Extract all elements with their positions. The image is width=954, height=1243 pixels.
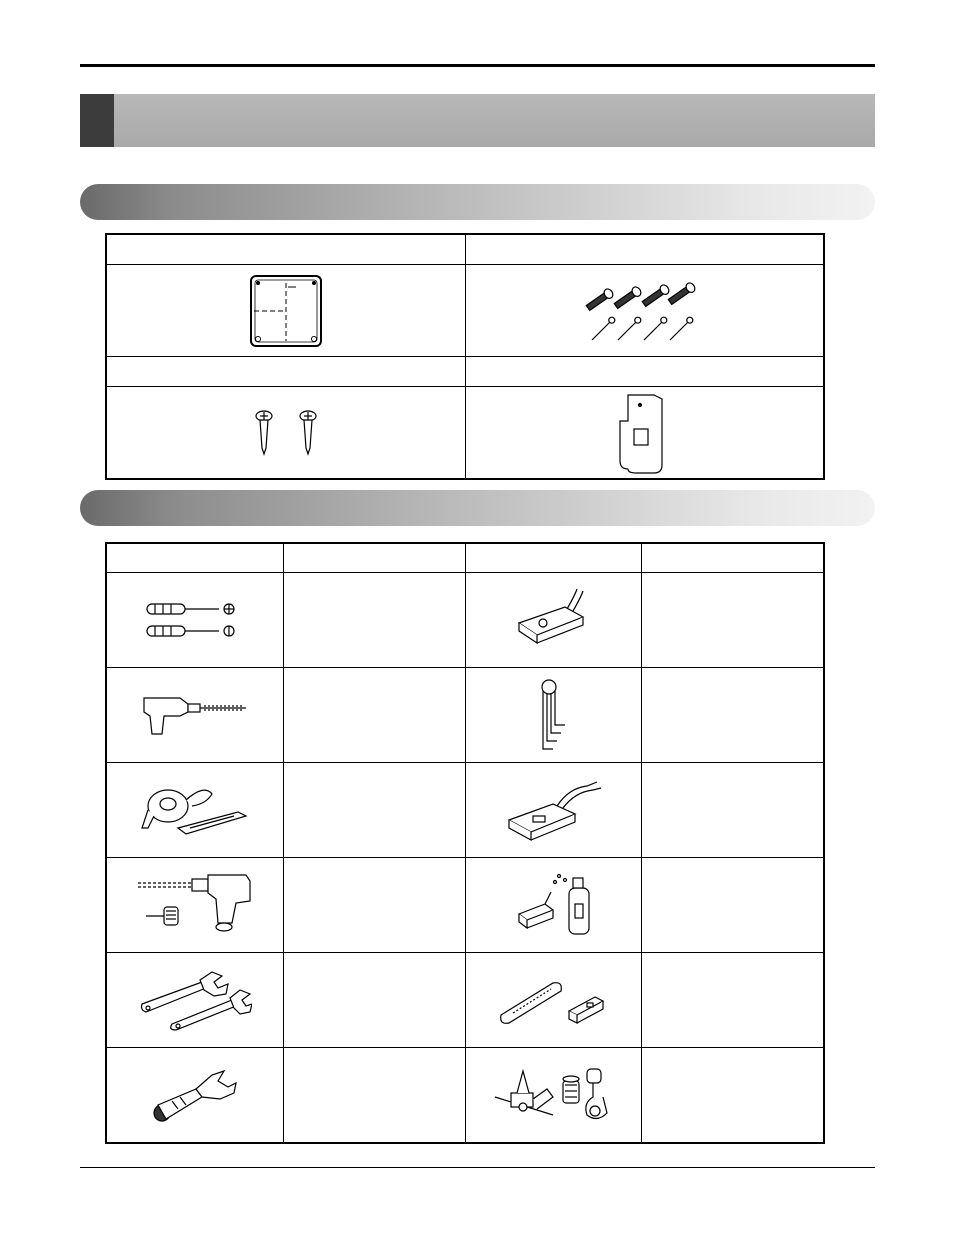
parts-image-cell xyxy=(465,265,824,357)
tools-row xyxy=(106,668,824,763)
gas-leak-detector-icon xyxy=(511,870,595,940)
tool-name-cell xyxy=(641,573,824,668)
installation-plate-icon xyxy=(248,273,324,349)
section-header-parts xyxy=(80,184,875,220)
tool-image-cell xyxy=(106,763,283,858)
tool-name-cell xyxy=(283,573,465,668)
tool-image-cell xyxy=(465,953,641,1048)
tools-row xyxy=(106,953,824,1048)
remote-control-holder-icon xyxy=(614,391,674,475)
tool-image-cell xyxy=(106,668,283,763)
tool-image-cell xyxy=(465,763,641,858)
tool-name-cell xyxy=(283,668,465,763)
tools-header-row xyxy=(106,543,824,573)
parts-image-cell xyxy=(465,387,824,480)
tool-image-cell xyxy=(465,858,641,953)
ammeter-icon xyxy=(503,778,603,842)
tool-image-cell xyxy=(106,858,283,953)
parts-image-row xyxy=(106,265,824,357)
tool-name-cell xyxy=(283,858,465,953)
parts-header-row xyxy=(106,357,824,387)
tool-name-cell xyxy=(641,1048,824,1144)
anchor-and-screw-set-icon xyxy=(574,278,714,344)
top-rule xyxy=(80,64,875,67)
section-header-tools xyxy=(80,490,875,526)
tools-row xyxy=(106,1048,824,1144)
torque-wrench-icon xyxy=(150,1065,240,1125)
parts-header-cell xyxy=(465,234,824,265)
core-drill-icon xyxy=(136,873,254,937)
parts-header-cell xyxy=(106,357,465,387)
tools-header-cell xyxy=(106,543,283,573)
tool-name-cell xyxy=(641,858,824,953)
tools-header-cell xyxy=(283,543,465,573)
tool-name-cell xyxy=(641,668,824,763)
parts-image-cell xyxy=(106,387,465,480)
measuring-tape-and-knife-icon xyxy=(138,780,252,840)
parts-image-row xyxy=(106,387,824,480)
parts-header-row xyxy=(106,234,824,265)
parts-header-cell xyxy=(106,234,465,265)
tapping-screw-icon xyxy=(246,408,326,458)
flaring-tool-set-icon xyxy=(493,1063,613,1127)
tool-image-cell xyxy=(106,1048,283,1144)
spanners-icon xyxy=(138,968,252,1032)
tool-name-cell xyxy=(283,953,465,1048)
tool-name-cell xyxy=(641,763,824,858)
tools-table xyxy=(105,542,825,1144)
page-title-bar xyxy=(80,94,875,147)
tools-row xyxy=(106,573,824,668)
tool-image-cell xyxy=(106,573,283,668)
title-block xyxy=(80,94,114,147)
tool-name-cell xyxy=(641,953,824,1048)
bottom-rule xyxy=(80,1167,875,1168)
tool-name-cell xyxy=(283,1048,465,1144)
tool-image-cell xyxy=(465,1048,641,1144)
tool-image-cell xyxy=(465,668,641,763)
electric-drill-icon xyxy=(140,690,250,740)
parts-table xyxy=(105,233,825,480)
parts-image-cell xyxy=(106,265,465,357)
tools-header-cell xyxy=(641,543,824,573)
ohmmeter-icon xyxy=(513,587,593,653)
tool-image-cell xyxy=(465,573,641,668)
screwdrivers-icon xyxy=(145,598,245,642)
hexagonal-wrench-icon xyxy=(533,677,573,753)
tools-row xyxy=(106,858,824,953)
tools-header-cell xyxy=(465,543,641,573)
tools-row xyxy=(106,763,824,858)
parts-header-cell xyxy=(465,357,824,387)
tool-name-cell xyxy=(283,763,465,858)
tool-image-cell xyxy=(106,953,283,1048)
thermometer-level-icon xyxy=(497,975,609,1025)
